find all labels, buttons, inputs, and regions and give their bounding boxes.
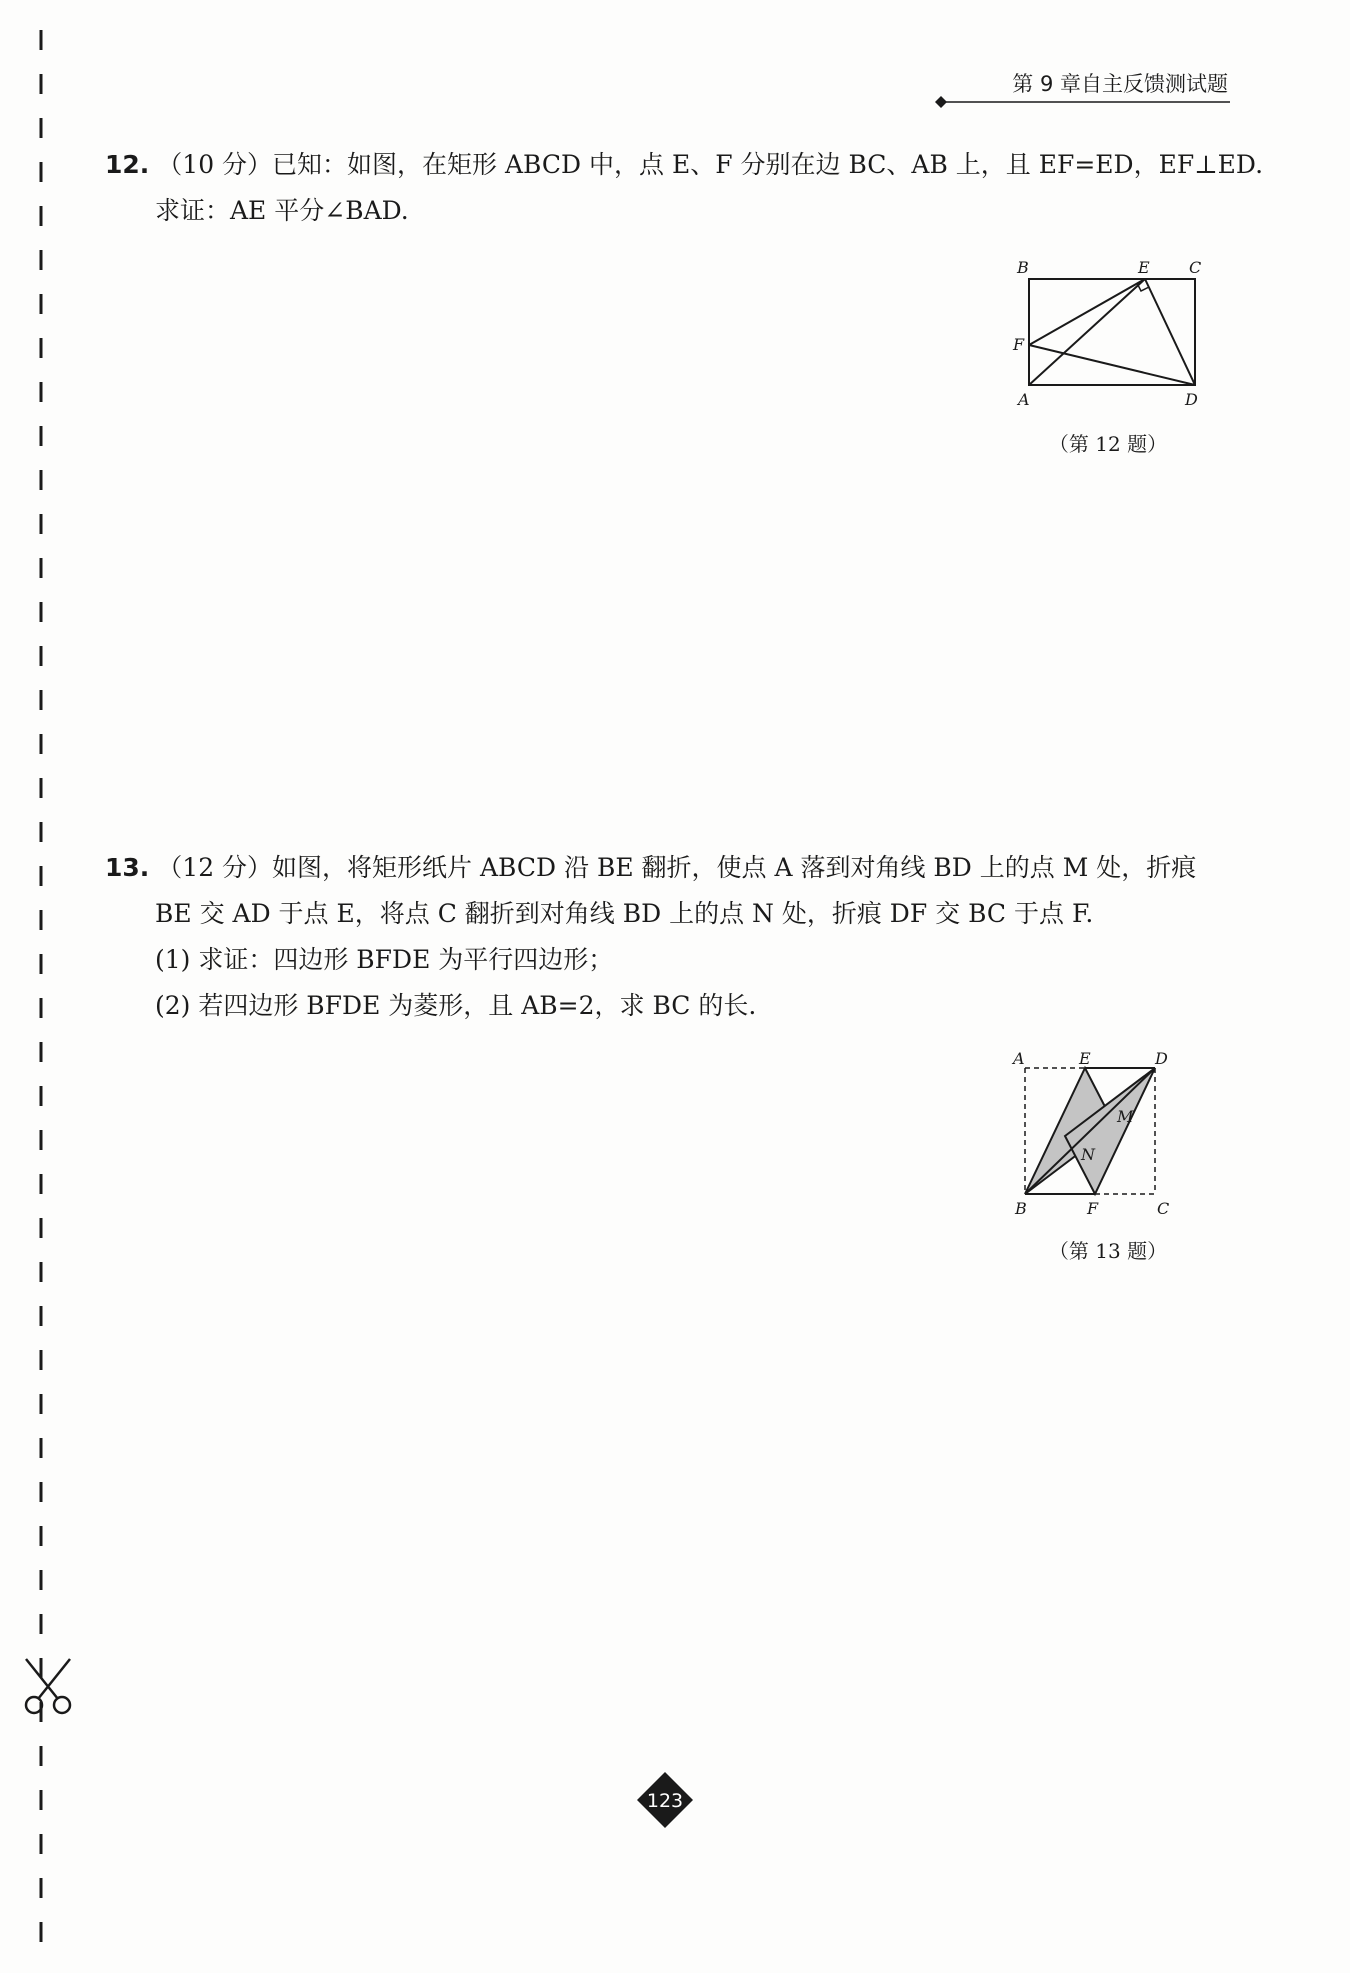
label-c: C	[1157, 1199, 1170, 1218]
question-text-line: 求证：AE 平分∠BAD.	[155, 196, 409, 225]
label-e: E	[1079, 1050, 1091, 1068]
figure-12-caption: （第 12 题）	[1048, 432, 1168, 456]
figure-13	[1005, 1050, 1220, 1220]
label-f: F	[1013, 335, 1025, 354]
question-text-line: （10 分）已知：如图，在矩形 ABCD 中，点 E、F 分别在边 BC、AB 上，且 EF=ED，EF⊥ED.	[157, 150, 1264, 179]
page-number-badge	[635, 1770, 695, 1830]
question-13	[105, 845, 1196, 1029]
page-number: 123	[646, 1790, 684, 1812]
running-header: 第 9 章自主反馈测试题	[1012, 72, 1228, 96]
segment-fe	[1029, 279, 1145, 345]
label-c: C	[1189, 258, 1202, 277]
figure-13-caption: （第 13 题）	[1048, 1239, 1168, 1263]
label-a: A	[1013, 1050, 1025, 1068]
question-text-line: (1) 求证：四边形 BFDE 为平行四边形；	[155, 945, 614, 974]
question-12	[105, 142, 1263, 234]
label-n: N	[1081, 1145, 1095, 1164]
label-b: B	[1015, 1199, 1027, 1218]
label-d: D	[1185, 390, 1198, 409]
question-text-line: （12 分）如图，将矩形纸片 ABCD 沿 BE 翻折，使点 A 落到对角线 BD 上的点 M 处，折痕	[157, 853, 1197, 882]
label-m: M	[1117, 1107, 1134, 1126]
segment-fd	[1029, 345, 1195, 385]
question-text-line: BE 交 AD 于点 E，将点 C 翻折到对角线 BD 上的点 N 处，折痕 DF 交 BC 于点 F.	[155, 899, 1094, 928]
header-rule	[935, 96, 1230, 108]
scissors-icon	[18, 1655, 78, 1717]
label-f: F	[1087, 1199, 1099, 1218]
label-e: E	[1138, 258, 1150, 277]
question-number: 13.	[105, 853, 150, 882]
figure-12	[1005, 255, 1220, 410]
label-b: B	[1017, 258, 1029, 277]
question-number: 12.	[105, 150, 150, 179]
question-text-line: (2) 若四边形 BFDE 为菱形，且 AB=2，求 BC 的长.	[155, 991, 757, 1020]
segment-ed	[1145, 279, 1195, 385]
label-a: A	[1018, 390, 1030, 409]
label-d: D	[1155, 1050, 1168, 1068]
